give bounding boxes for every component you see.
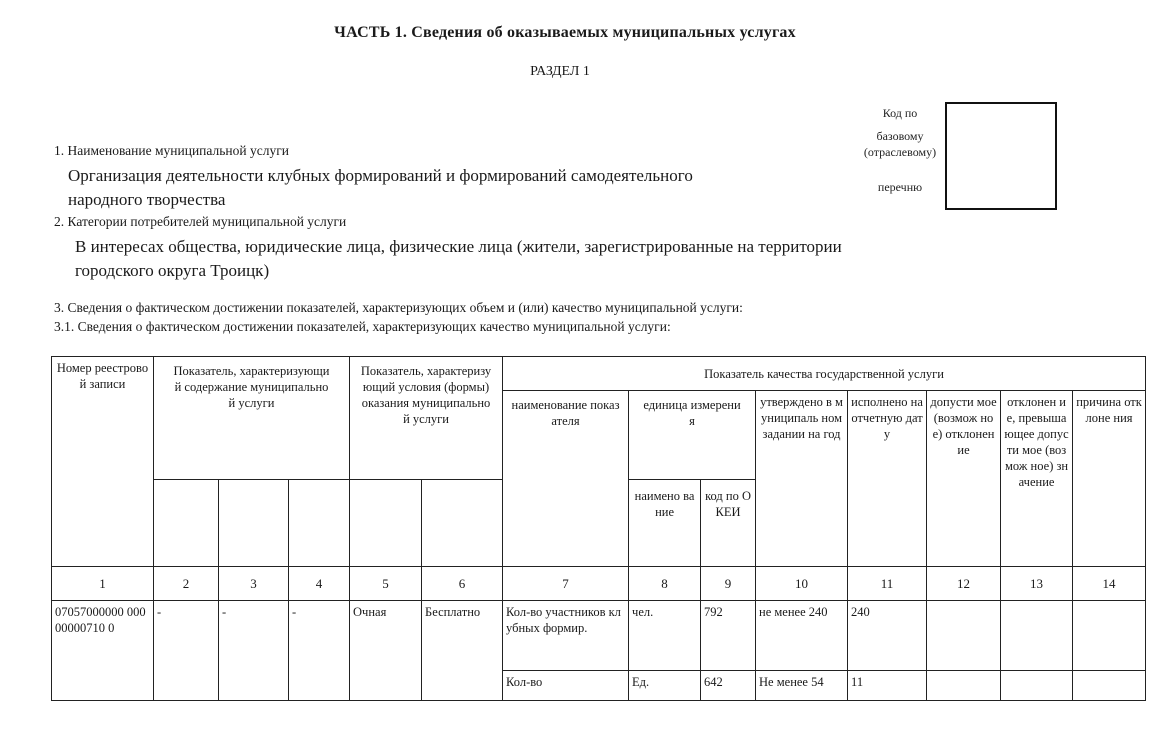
cell-c9-row2: 642 (701, 671, 756, 701)
code-label-3: (отраслевому) (863, 145, 937, 159)
col-number: 6 (422, 567, 503, 601)
col-number: 13 (1001, 567, 1073, 601)
section-title: РАЗДЕЛ 1 (530, 64, 590, 79)
header-content: Показатель, характеризующий содержание муниципальной услуги (154, 357, 350, 480)
col-number: 9 (701, 567, 756, 601)
header-done: исполнено на отчетную дату (848, 391, 927, 567)
cell-c12-row2 (927, 671, 1001, 701)
code-value-box (945, 102, 1057, 210)
cell-c7-row2: Кол-во (503, 671, 629, 701)
cell-c13 (1001, 601, 1073, 671)
header-conditions: Показатель, характеризующий условия (формы) оказания муниципальной услуги (350, 357, 503, 480)
cell-c8-row2: Ед. (629, 671, 701, 701)
cell-c6: Бесплатно (422, 601, 503, 701)
consumers-line2: городского округа Троицк) (75, 261, 270, 280)
col-number: 5 (350, 567, 422, 601)
header-indicator-name: наименование показателя (503, 391, 629, 567)
quality-table (51, 356, 1146, 701)
col-number: 7 (503, 567, 629, 601)
header-content-2 (219, 480, 289, 567)
code-label-4: перечню (877, 180, 923, 194)
col-number: 3 (219, 567, 289, 601)
cell-c11: 240 (848, 601, 927, 671)
col-number: 4 (289, 567, 350, 601)
header-conditions-1 (350, 480, 422, 567)
code-label-1: Код по (882, 106, 918, 120)
col-number: 14 (1073, 567, 1146, 601)
cell-c10: не менее 240 (756, 601, 848, 671)
header-unit-code: код по ОКЕИ (701, 480, 756, 567)
service-name-label: 1. Наименование муниципальной услуги (54, 143, 289, 158)
col-number: 10 (756, 567, 848, 601)
cell-c9: 792 (701, 601, 756, 671)
code-label-2: базовому (876, 129, 924, 143)
consumers-line1: В интересах общества, юридические лица, физические лица (жители, зарегистрированные на территории (75, 237, 842, 256)
col-number: 8 (629, 567, 701, 601)
col-number: 12 (927, 567, 1001, 601)
cell-c14-row2 (1073, 671, 1146, 701)
header-exceed: отклонен ие, превыша ющее допусти мое (возмож ное) значение (1001, 391, 1073, 567)
page-title: ЧАСТЬ 1. Сведения об оказываемых муниципальных услугах (334, 24, 796, 41)
cell-c8: чел. (629, 601, 701, 671)
item-3-1-text: 3.1. Сведения о фактическом достижении показателей, характеризующих качество муниципальной услуги: (54, 319, 671, 334)
header-number: Номер реестровой записи (52, 357, 154, 567)
col-number: 2 (154, 567, 219, 601)
item-3-text: 3. Сведения о фактическом достижении показателей, характеризующих объем и (или) качество муниципальной услуги: (54, 300, 743, 315)
service-name-line1: Организация деятельности клубных формирований и формирований самодеятельного (68, 166, 693, 185)
consumers-label: 2. Категории потребителей муниципальной услуги (54, 214, 347, 229)
header-unit: единица измерения (629, 391, 756, 480)
registry-number: 07057000000 00000000710 0 (52, 601, 154, 701)
header-content-1 (154, 480, 219, 567)
cell-c4: - (289, 601, 350, 701)
header-allowed: допусти мое (возмож ное) отклонен ие (927, 391, 1001, 567)
cell-c7: Кол-во участников клубных формир. (503, 601, 629, 671)
col-number: 1 (52, 567, 154, 601)
header-conditions-2 (422, 480, 503, 567)
cell-c2: - (154, 601, 219, 701)
header-content-3 (289, 480, 350, 567)
cell-c11-row2: 11 (848, 671, 927, 701)
service-name-line2: народного творчества (68, 190, 226, 209)
col-number: 11 (848, 567, 927, 601)
cell-c5: Очная (350, 601, 422, 701)
cell-c3: - (219, 601, 289, 701)
header-reason: причина отклоне ния (1073, 391, 1146, 567)
header-unit-name: наимено вание (629, 480, 701, 567)
cell-c12 (927, 601, 1001, 671)
header-quality: Показатель качества государственной услуги (503, 357, 1146, 391)
header-approved: утверждено в муниципаль ном задании на год (756, 391, 848, 567)
cell-c13-row2 (1001, 671, 1073, 701)
cell-c14 (1073, 601, 1146, 671)
cell-c10-row2: Не менее 54 (756, 671, 848, 701)
